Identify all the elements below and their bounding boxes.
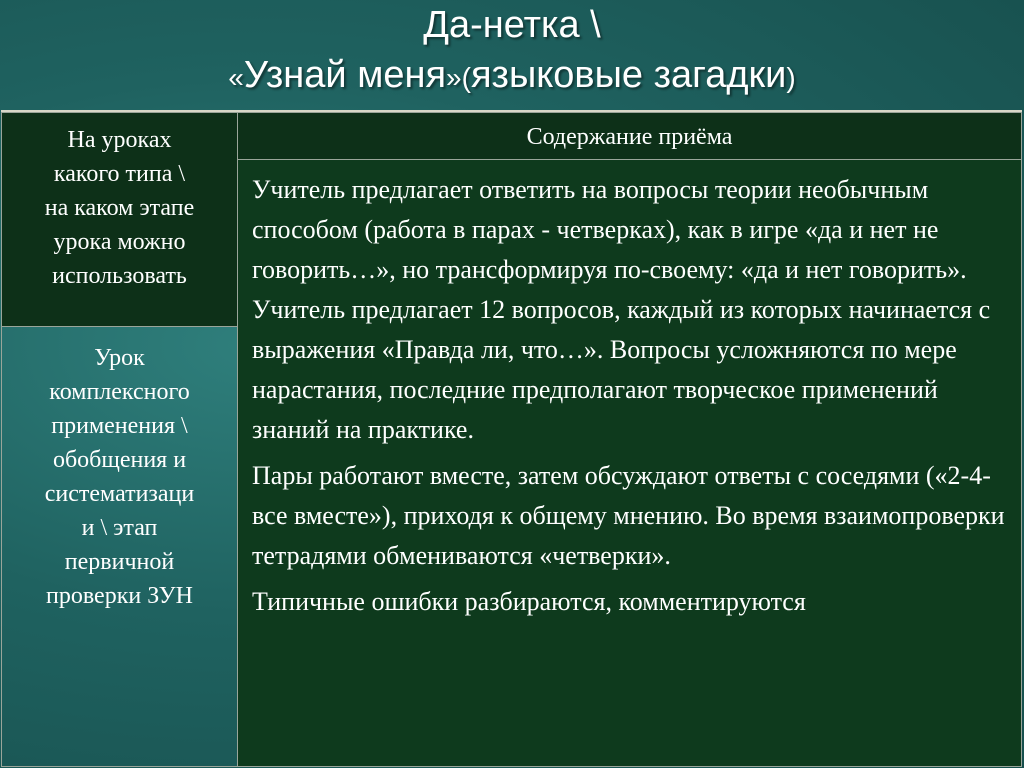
lesson-type-line: Урок: [94, 345, 145, 371]
content-header-cell: Содержание приёма: [238, 112, 1022, 160]
left-header-line: использовать: [52, 263, 187, 289]
lesson-type-line: первичной: [64, 549, 175, 575]
title-main: Узнай меня: [243, 54, 447, 96]
title-line-1: Да-нетка \: [423, 4, 601, 46]
title-rest: языковые загадки: [470, 54, 787, 96]
left-header-line: какого типа \: [53, 161, 186, 187]
lesson-type-line: применения \: [51, 413, 188, 439]
left-header-line: На уроках: [67, 127, 172, 153]
content-paragraph-1: Учитель предлагает ответить на вопросы теории необычным способом (работа в парах - четверках), как в игре «да и нет не говорить…», но трансформируя по-своему: «да и нет говорить». Учитель предлагает 12 вопросов, каждый из которых начинается с выражения «Правда ли, что…». Вопросы усложняются по мере нарастания, последние предполагают творческое применений знаний на практике.: [252, 175, 991, 444]
lesson-type-line: комплексного: [49, 379, 190, 405]
lesson-type-line: обобщения и: [52, 447, 187, 473]
lesson-type-line: систематизаци: [44, 481, 195, 507]
title-line-2: [0, 52, 1024, 101]
content-paragraph-2: Пары работают вместе, затем обсуждают ответы с соседями («2-4-все вместе»), приходя к общему мнению. Во время взаимопроверки тетрадями обмениваются «четверки».: [252, 461, 1005, 570]
title-close-quote: »(: [446, 62, 471, 93]
left-header-line: урока можно: [53, 229, 186, 255]
lesson-type-line: проверки ЗУН: [46, 583, 193, 609]
content-paragraph-3: Типичные ошибки разбираются, комментируются: [252, 587, 806, 616]
lesson-type-line: и \ этап: [81, 515, 158, 541]
left-header-cell: [1, 112, 238, 327]
lesson-type-cell: [1, 327, 238, 767]
slide-title: [0, 0, 1024, 110]
title-open-quote: «: [228, 62, 244, 93]
content-cell: [238, 160, 1022, 767]
title-end: ): [786, 62, 796, 93]
method-table: [1, 110, 1022, 767]
left-header-line: на каком этапе: [44, 195, 195, 221]
